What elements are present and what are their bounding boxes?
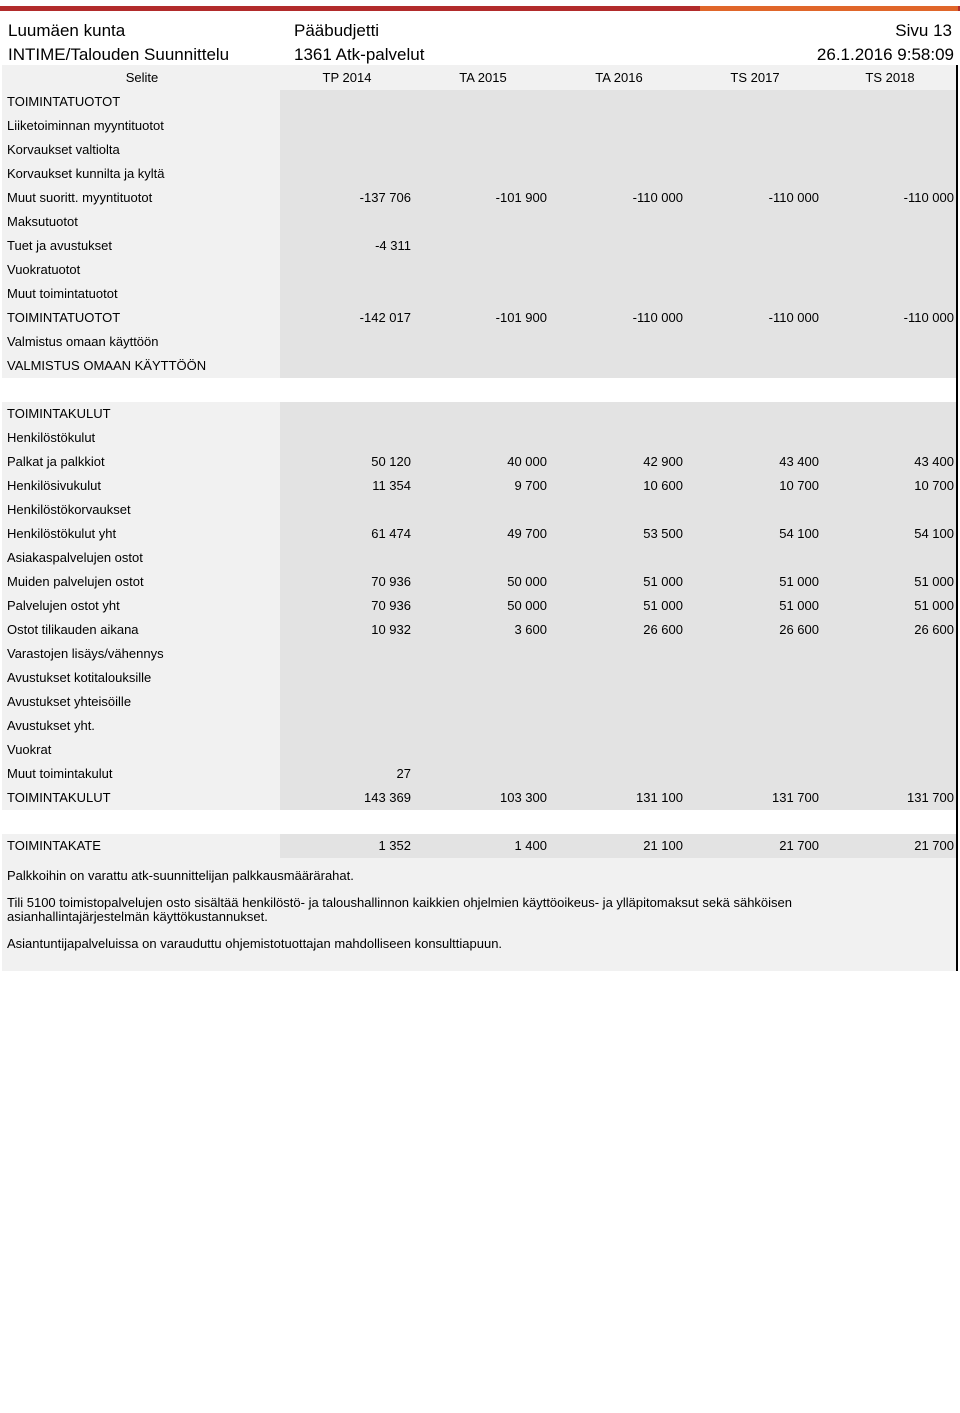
top-color-bar-accent	[700, 6, 958, 11]
row-value-ta2016: 51 000	[643, 598, 683, 613]
row-label: TOIMINTAKULUT	[7, 406, 111, 421]
row-value-ts2018: 43 400	[914, 454, 954, 469]
row-label: VALMISTUS OMAAN KÄYTTÖÖN	[7, 358, 207, 373]
row-label: Korvaukset valtiolta	[7, 142, 120, 157]
note-3: Asiantuntijapalveluissa on varauduttu ohjemistotuottajan mahdolliseen konsulttiapuun.	[7, 936, 503, 951]
table-row	[2, 450, 956, 474]
row-value-ts2017: 10 700	[779, 478, 819, 493]
row-value-ts2018: 131 700	[907, 790, 954, 805]
row-label: Maksutuotot	[7, 214, 78, 229]
row-label: Henkilöstökulut	[7, 430, 96, 445]
row-value-ts2017: 131 700	[772, 790, 819, 805]
row-value-fill	[280, 714, 956, 738]
row-label: Henkilöstökulut yht	[7, 526, 117, 541]
row-value-ta2015: 49 700	[507, 526, 547, 541]
row-value-ts2017: 51 000	[779, 598, 819, 613]
row-value-ts2017: 21 700	[779, 838, 819, 853]
row-value-fill	[280, 642, 956, 666]
row-value-ts2018: 54 100	[914, 526, 954, 541]
row-label: Valmistus omaan käyttöön	[7, 334, 159, 349]
row-label: Vuokratuotot	[7, 262, 81, 277]
table-row	[2, 210, 956, 234]
row-label: Muut suoritt. myyntituotot	[7, 190, 153, 205]
note-1: Palkkoihin on varattu atk-suunnittelijan palkkausmäärärahat.	[7, 868, 354, 883]
table-row	[2, 642, 956, 666]
row-label: Muut toimintatuotot	[7, 286, 118, 301]
table-row	[2, 354, 956, 378]
row-label: Palkat ja palkkiot	[7, 454, 105, 469]
table-row	[2, 714, 956, 738]
row-value-fill	[280, 690, 956, 714]
unit-name: 1361 Atk-palvelut	[294, 45, 425, 64]
page-number: Sivu 13	[895, 21, 952, 40]
row-label: Muut toimintakulut	[7, 766, 113, 781]
row-value-tp2014: 11 354	[372, 478, 411, 493]
row-label: TOIMINTATUOTOT	[7, 94, 121, 109]
table-row	[2, 594, 956, 618]
row-label: Henkilösivukulut	[7, 478, 101, 493]
table-row	[2, 690, 956, 714]
table-row	[2, 258, 956, 282]
row-value-fill	[280, 114, 956, 138]
row-value-ta2016: 42 900	[643, 454, 683, 469]
row-value-tp2014: -4 311	[375, 238, 411, 253]
row-value-ts2017: -110 000	[768, 190, 819, 205]
row-value-fill	[280, 354, 956, 378]
sheet-right-border	[956, 65, 958, 971]
table-row	[2, 834, 956, 858]
row-value-ts2018: 21 700	[914, 838, 954, 853]
column-header-ts2017: TS 2017	[730, 70, 780, 85]
row-label: TOIMINTATUOTOT	[7, 310, 121, 325]
row-value-ta2016: 10 600	[643, 478, 683, 493]
row-value-ts2017: -110 000	[768, 310, 819, 325]
table-row	[2, 474, 956, 498]
column-header-selite: Selite	[125, 70, 159, 85]
row-value-ta2016: 21 100	[643, 838, 683, 853]
row-value-ta2015: 50 000	[507, 598, 547, 613]
row-value-ts2018: -110 000	[903, 190, 954, 205]
row-value-fill	[280, 282, 956, 306]
row-value-fill	[280, 426, 956, 450]
row-value-ta2016: 26 600	[643, 622, 683, 637]
row-label: Korvaukset kunnilta ja kyltä	[7, 166, 165, 181]
table-row	[2, 234, 956, 258]
row-value-ta2015: 1 400	[514, 838, 547, 853]
table-row	[2, 426, 956, 450]
row-label: Henkilöstökorvaukset	[7, 502, 131, 517]
spacer-row	[2, 378, 956, 402]
table-row	[2, 738, 956, 762]
row-value-ta2015: -101 900	[495, 190, 547, 205]
table-row	[2, 330, 956, 354]
row-label: Tuet ja avustukset	[7, 238, 113, 253]
row-value-ta2016: -110 000	[632, 190, 683, 205]
row-value-fill	[280, 546, 956, 570]
row-value-ts2017: 54 100	[779, 526, 819, 541]
table-row	[2, 570, 956, 594]
row-value-tp2014: 1 352	[378, 838, 411, 853]
row-label: Muiden palvelujen ostot	[7, 574, 144, 589]
column-header-ts2018: TS 2018	[865, 70, 915, 85]
row-value-tp2014: 27	[396, 766, 411, 781]
row-value-tp2014: -142 017	[359, 310, 411, 325]
table-row	[2, 306, 956, 330]
timestamp: 26.1.2016 9:58:09	[816, 45, 954, 64]
row-value-ta2016: 53 500	[643, 526, 683, 541]
row-value-tp2014: 10 932	[371, 622, 411, 637]
row-value-ta2015: -101 900	[495, 310, 547, 325]
row-value-ta2016: 131 100	[636, 790, 683, 805]
row-value-tp2014: 50 120	[371, 454, 411, 469]
table-row	[2, 666, 956, 690]
table-row	[2, 522, 956, 546]
doc-type: Pääbudjetti	[294, 21, 380, 40]
row-value-ta2015: 50 000	[507, 574, 547, 589]
row-value-ts2018: 51 000	[914, 598, 954, 613]
row-value-tp2014: -137 706	[359, 190, 411, 205]
table-row	[2, 282, 956, 306]
row-value-ts2018: 26 600	[914, 622, 954, 637]
table-row	[2, 762, 956, 786]
row-value-ts2018: -110 000	[903, 310, 954, 325]
column-header-ta2016: TA 2016	[595, 70, 643, 85]
table-row	[2, 138, 956, 162]
table-row	[2, 498, 956, 522]
row-label: Vuokrat	[7, 742, 52, 757]
row-value-ts2017: 51 000	[779, 574, 819, 589]
row-value-fill	[280, 162, 956, 186]
row-value-fill	[280, 402, 956, 426]
table-row	[2, 786, 956, 810]
row-value-ts2017: 43 400	[779, 454, 819, 469]
row-value-tp2014: 143 369	[364, 790, 411, 805]
table-row	[2, 90, 956, 114]
row-value-fill	[280, 666, 956, 690]
row-value-ts2018: 10 700	[914, 478, 954, 493]
row-value-ta2015: 103 300	[500, 790, 547, 805]
row-value-ta2016: -110 000	[632, 310, 683, 325]
row-label: Avustukset kotitalouksille	[7, 670, 152, 685]
org-name: Luumäen kunta	[8, 21, 126, 40]
table-row	[2, 618, 956, 642]
table-row	[2, 402, 956, 426]
system-name: INTIME/Talouden Suunnittelu	[8, 45, 230, 64]
row-label: Avustukset yhteisöille	[7, 694, 132, 709]
row-label: TOIMINTAKULUT	[7, 790, 111, 805]
row-value-fill	[280, 498, 956, 522]
table-row	[2, 186, 956, 210]
row-value-tp2014: 61 474	[371, 526, 411, 541]
row-label: Varastojen lisäys/vähennys	[7, 646, 164, 661]
row-value-ta2015: 3 600	[514, 622, 547, 637]
row-label: Asiakaspalvelujen ostot	[7, 550, 143, 565]
row-value-tp2014: 70 936	[371, 574, 411, 589]
column-header-row	[2, 66, 956, 90]
row-value-fill	[280, 738, 956, 762]
row-label: Ostot tilikauden aikana	[7, 622, 139, 637]
table-row	[2, 162, 956, 186]
column-header-tp2014: TP 2014	[322, 70, 372, 85]
row-label: Liiketoiminnan myyntituotot	[7, 118, 164, 133]
row-value-ta2016: 51 000	[643, 574, 683, 589]
spacer-row	[2, 810, 956, 834]
row-value-tp2014: 70 936	[371, 598, 411, 613]
row-value-ts2017: 26 600	[779, 622, 819, 637]
row-value-ts2018: 51 000	[914, 574, 954, 589]
row-value-fill	[280, 138, 956, 162]
table-row	[2, 546, 956, 570]
row-value-fill	[280, 90, 956, 114]
row-label: TOIMINTAKATE	[7, 838, 101, 853]
row-value-ta2015: 9 700	[514, 478, 547, 493]
row-value-fill	[280, 210, 956, 234]
row-value-fill	[280, 330, 956, 354]
table-row	[2, 114, 956, 138]
column-header-ta2015: TA 2015	[459, 70, 507, 85]
row-value-ta2015: 40 000	[507, 454, 547, 469]
row-value-fill	[280, 258, 956, 282]
row-label: Palvelujen ostot yht	[7, 598, 120, 613]
note-2: Tili 5100 toimistopalvelujen osto sisältää henkilöstö- ja taloushallinnon kaikkien ohjelmien käyttöoikeus- ja ylläpitomaksut sekä sähköisen asianhallintajärjestelmän käyttökustannukset.	[7, 895, 792, 924]
row-label: Avustukset yht.	[7, 718, 95, 733]
